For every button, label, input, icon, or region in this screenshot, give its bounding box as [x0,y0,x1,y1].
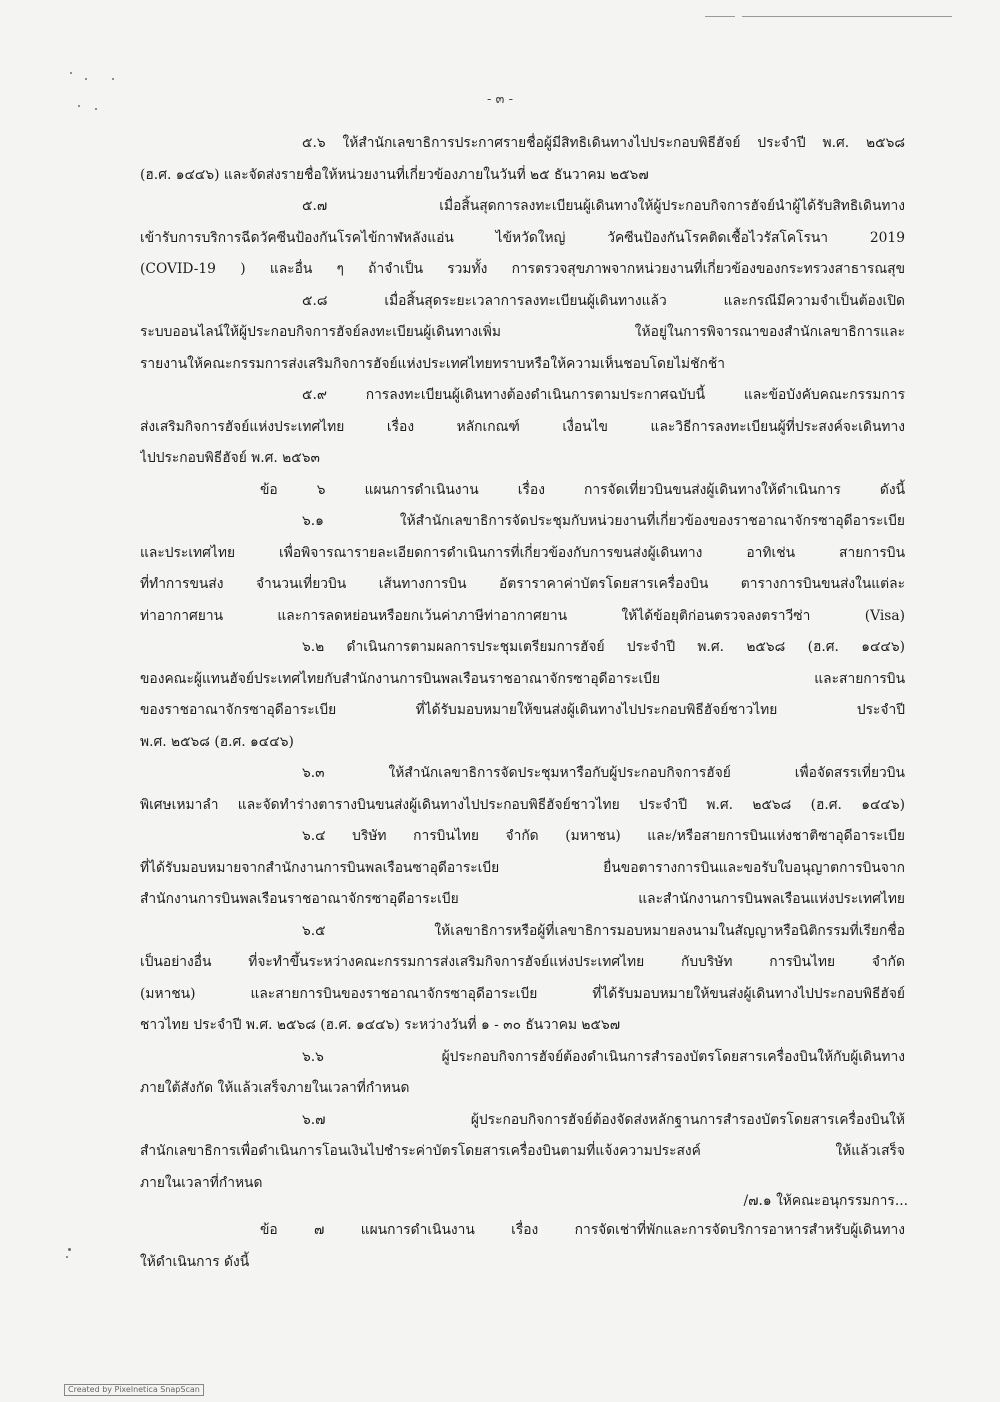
text-line: ๖.๖ ผู้ประกอบกิจการฮัจย์ต้องดำเนินการสำรองบัตรโดยสารเครื่องบินให้กับผู้เดินทาง [302,1048,905,1065]
document-body [140,128,905,1278]
text-line: ให้ดำเนินการ ดังนี้ [140,1253,250,1270]
text-line: ที่ได้รับมอบหมายจากสำนักงานการบินพลเรือนซาอุดีอาระเบีย ยื่นขอตารางการบินและขอรับใบอนุญาตการบินจาก [140,859,905,876]
text-line: พ.ศ. ๒๕๖๘ (ฮ.ศ. ๑๔๔๖) [140,733,294,750]
text-line: รายงานให้คณะกรรมการส่งเสริมกิจการฮัจย์แห่งประเทศไทยทราบหรือให้ความเห็นชอบโดยไม่ชักช้า [140,355,725,372]
scan-speck [85,78,87,80]
scan-artifact-line [705,16,735,17]
text-line: ข้อ ๖ แผนการดำเนินงาน เรื่อง การจัดเที่ยวบินขนส่งผู้เดินทางให้ดำเนินการ ดังนี้ [260,481,905,498]
text-line: เข้ารับการบริการฉีดวัคซีนป้องกันโรคไข้กาฬหลังแอ่น ไข้หวัดใหญ่ วัคซีนป้องกันโรคติดเชื้อไวรัสโคโรนา 2019 [140,229,905,246]
scan-artifact-line [742,16,952,17]
scan-credit: Created by Pixelnetica SnapScan [64,1384,204,1396]
text-line: สำนักงานการบินพลเรือนราชอาณาจักรซาอุดีอาระเบีย และสำนักงานการบินพลเรือนแห่งประเทศไทย [140,891,905,907]
text-line: ระบบออนไลน์ให้ผู้ประกอบกิจการฮัจย์ลงทะเบียนผู้เดินทางเพิ่ม ให้อยู่ในการพิจารณาของสำนักเลขาธิการและ [140,324,905,340]
text-line: ของราชอาณาจักรซาอุดีอาระเบีย ที่ได้รับมอบหมายให้ขนส่งผู้เดินทางไปประกอบพิธีฮัจย์ชาวไทย ประจำปี [140,702,905,718]
text-line: (มหาชน) และสายการบินของราชอาณาจักรซาอุดีอาระเบีย ที่ได้รับมอบหมายให้ขนส่งผู้เดินทางไปประกอบพิธีฮัจย์ [140,985,905,1002]
text-line: เป็นอย่างอื่น ที่จะทำขึ้นระหว่างคณะกรรมการส่งเสริมกิจการฮัจย์แห่งประเทศไทย กับบริษัท การบินไทย จำกัด [140,954,905,970]
text-line: ๖.๒ ดำเนินการตามผลการประชุมเตรียมการฮัจย์ ประจำปี พ.ศ. ๒๕๖๘ (ฮ.ศ. ๑๔๔๖) [302,639,905,655]
scan-speck [112,78,114,80]
text-line: ๖.๑ ให้สำนักเลขาธิการจัดประชุมกับหน่วยงานที่เกี่ยวข้องของราชอาณาจักรซาอุดีอาระเบีย [302,513,905,529]
scan-speck [68,1248,71,1251]
text-line: ส่งเสริมกิจการฮัจย์แห่งประเทศไทย เรื่อง หลักเกณฑ์ เงื่อนไข และวิธีการลงทะเบียนผู้ที่ประสงค์จะเดินทาง [140,418,905,435]
text-line: ๕.๖ ให้สำนักเลขาธิการประกาศรายชื่อผู้มีสิทธิเดินทางไปประกอบพิธีฮัจย์ ประจำปี พ.ศ. ๒๕๖๘ [302,135,905,151]
text-line: ๖.๓ ให้สำนักเลขาธิการจัดประชุมหารือกับผู้ประกอบกิจการฮัจย์ เพื่อจัดสรรเที่ยวบิน [302,765,905,781]
text-line: ที่ทำการขนส่ง จำนวนเที่ยวบิน เส้นทางการบิน อัตราราคาค่าบัตรโดยสารเครื่องบิน ตารางการบินขนส่งในแต่ละ [140,576,905,592]
text-line: ๖.๗ ผู้ประกอบกิจการฮัจย์ต้องจัดส่งหลักฐานการสำรองบัตรโดยสารเครื่องบินให้ [302,1111,905,1128]
text-line: และประเทศไทย เพื่อพิจารณารายละเอียดการดำเนินการที่เกี่ยวข้องกับการขนส่งผู้เดินทาง อาทิเช่น สายการบิน [140,544,905,561]
text-line: สำนักเลขาธิการเพื่อดำเนินการโอนเงินไปชำระค่าบัตรโดยสารเครื่องบินตามที่แจ้งความประสงค์ ให้แล้วเสร็จ [140,1143,905,1159]
text-line: ภายใต้สังกัด ให้แล้วเสร็จภายในเวลาที่กำหนด [140,1080,410,1096]
continuation-note: /๗.๑ ให้คณะอนุกรรมการ... [743,1193,908,1209]
scan-speck [70,72,72,74]
text-line: ๖.๕ ให้เลขาธิการหรือผู้ที่เลขาธิการมอบหมายลงนามในสัญญาหรือนิติกรรมที่เรียกชื่อ [302,922,905,939]
text-line: พิเศษเหมาลำ และจัดทำร่างตารางบินขนส่งผู้เดินทางไปประกอบพิธีฮัจย์ชาวไทย ประจำปี พ.ศ. ๒๕๖๘ (ฮ.ศ. ๑๔๔๖) [140,796,905,813]
text-line: ของคณะผู้แทนฮัจย์ประเทศไทยกับสำนักงานการบินพลเรือนราชอาณาจักรซาอุดีอาระเบีย และสายการบิน [140,670,905,687]
text-line: ชาวไทย ประจำปี พ.ศ. ๒๕๖๘ (ฮ.ศ. ๑๔๔๖) ระหว่างวันที่ ๑ - ๓๐ ธันวาคม ๒๕๖๗ [140,1017,621,1033]
text-line: ๕.๙ การลงทะเบียนผู้เดินทางต้องดำเนินการตามประกาศฉบับนี้ และข้อบังคับคณะกรรมการ [302,387,905,403]
text-line: ๕.๘ เมื่อสิ้นสุดระยะเวลาการลงทะเบียนผู้เดินทางแล้ว และกรณีมีความจำเป็นต้องเปิด [302,292,905,309]
text-line: ๖.๔ บริษัท การบินไทย จำกัด (มหาชน) และ/หรือสายการบินแห่งชาติซาอุดีอาระเบีย [302,828,905,844]
text-line: (COVID-19 ) และอื่น ๆ ถ้าจำเป็น รวมทั้ง การตรวจสุขภาพจากหน่วยงานที่เกี่ยวข้องของกระทรวงสาธารณสุข [140,261,905,277]
text-line: ท่าอากาศยาน และการลดหย่อนหรือยกเว้นค่าภาษีท่าอากาศยาน ให้ได้ข้อยุติก่อนตรวจลงตราวีซ่า (Visa) [140,607,905,624]
text-line: ไปประกอบพิธีฮัจย์ พ.ศ. ๒๕๖๓ [140,450,320,466]
text-line: ๕.๗ เมื่อสิ้นสุดการลงทะเบียนผู้เดินทางให้ผู้ประกอบกิจการฮัจย์นำผู้ได้รับสิทธิเดินทาง [302,198,905,214]
text-line: (ฮ.ศ. ๑๔๔๖) และจัดส่งรายชื่อให้หน่วยงานที่เกี่ยวข้องภายในวันที่ ๒๕ ธันวาคม ๒๕๖๗ [140,166,649,183]
scan-speck [66,1256,68,1258]
text-line: ภายในเวลาที่กำหนด [140,1174,263,1191]
page-number: - ๓ - [487,92,513,107]
text-line: ข้อ ๗ แผนการดำเนินงาน เรื่อง การจัดเช่าที่พักและการจัดบริการอาหารสำหรับผู้เดินทาง [260,1222,905,1238]
